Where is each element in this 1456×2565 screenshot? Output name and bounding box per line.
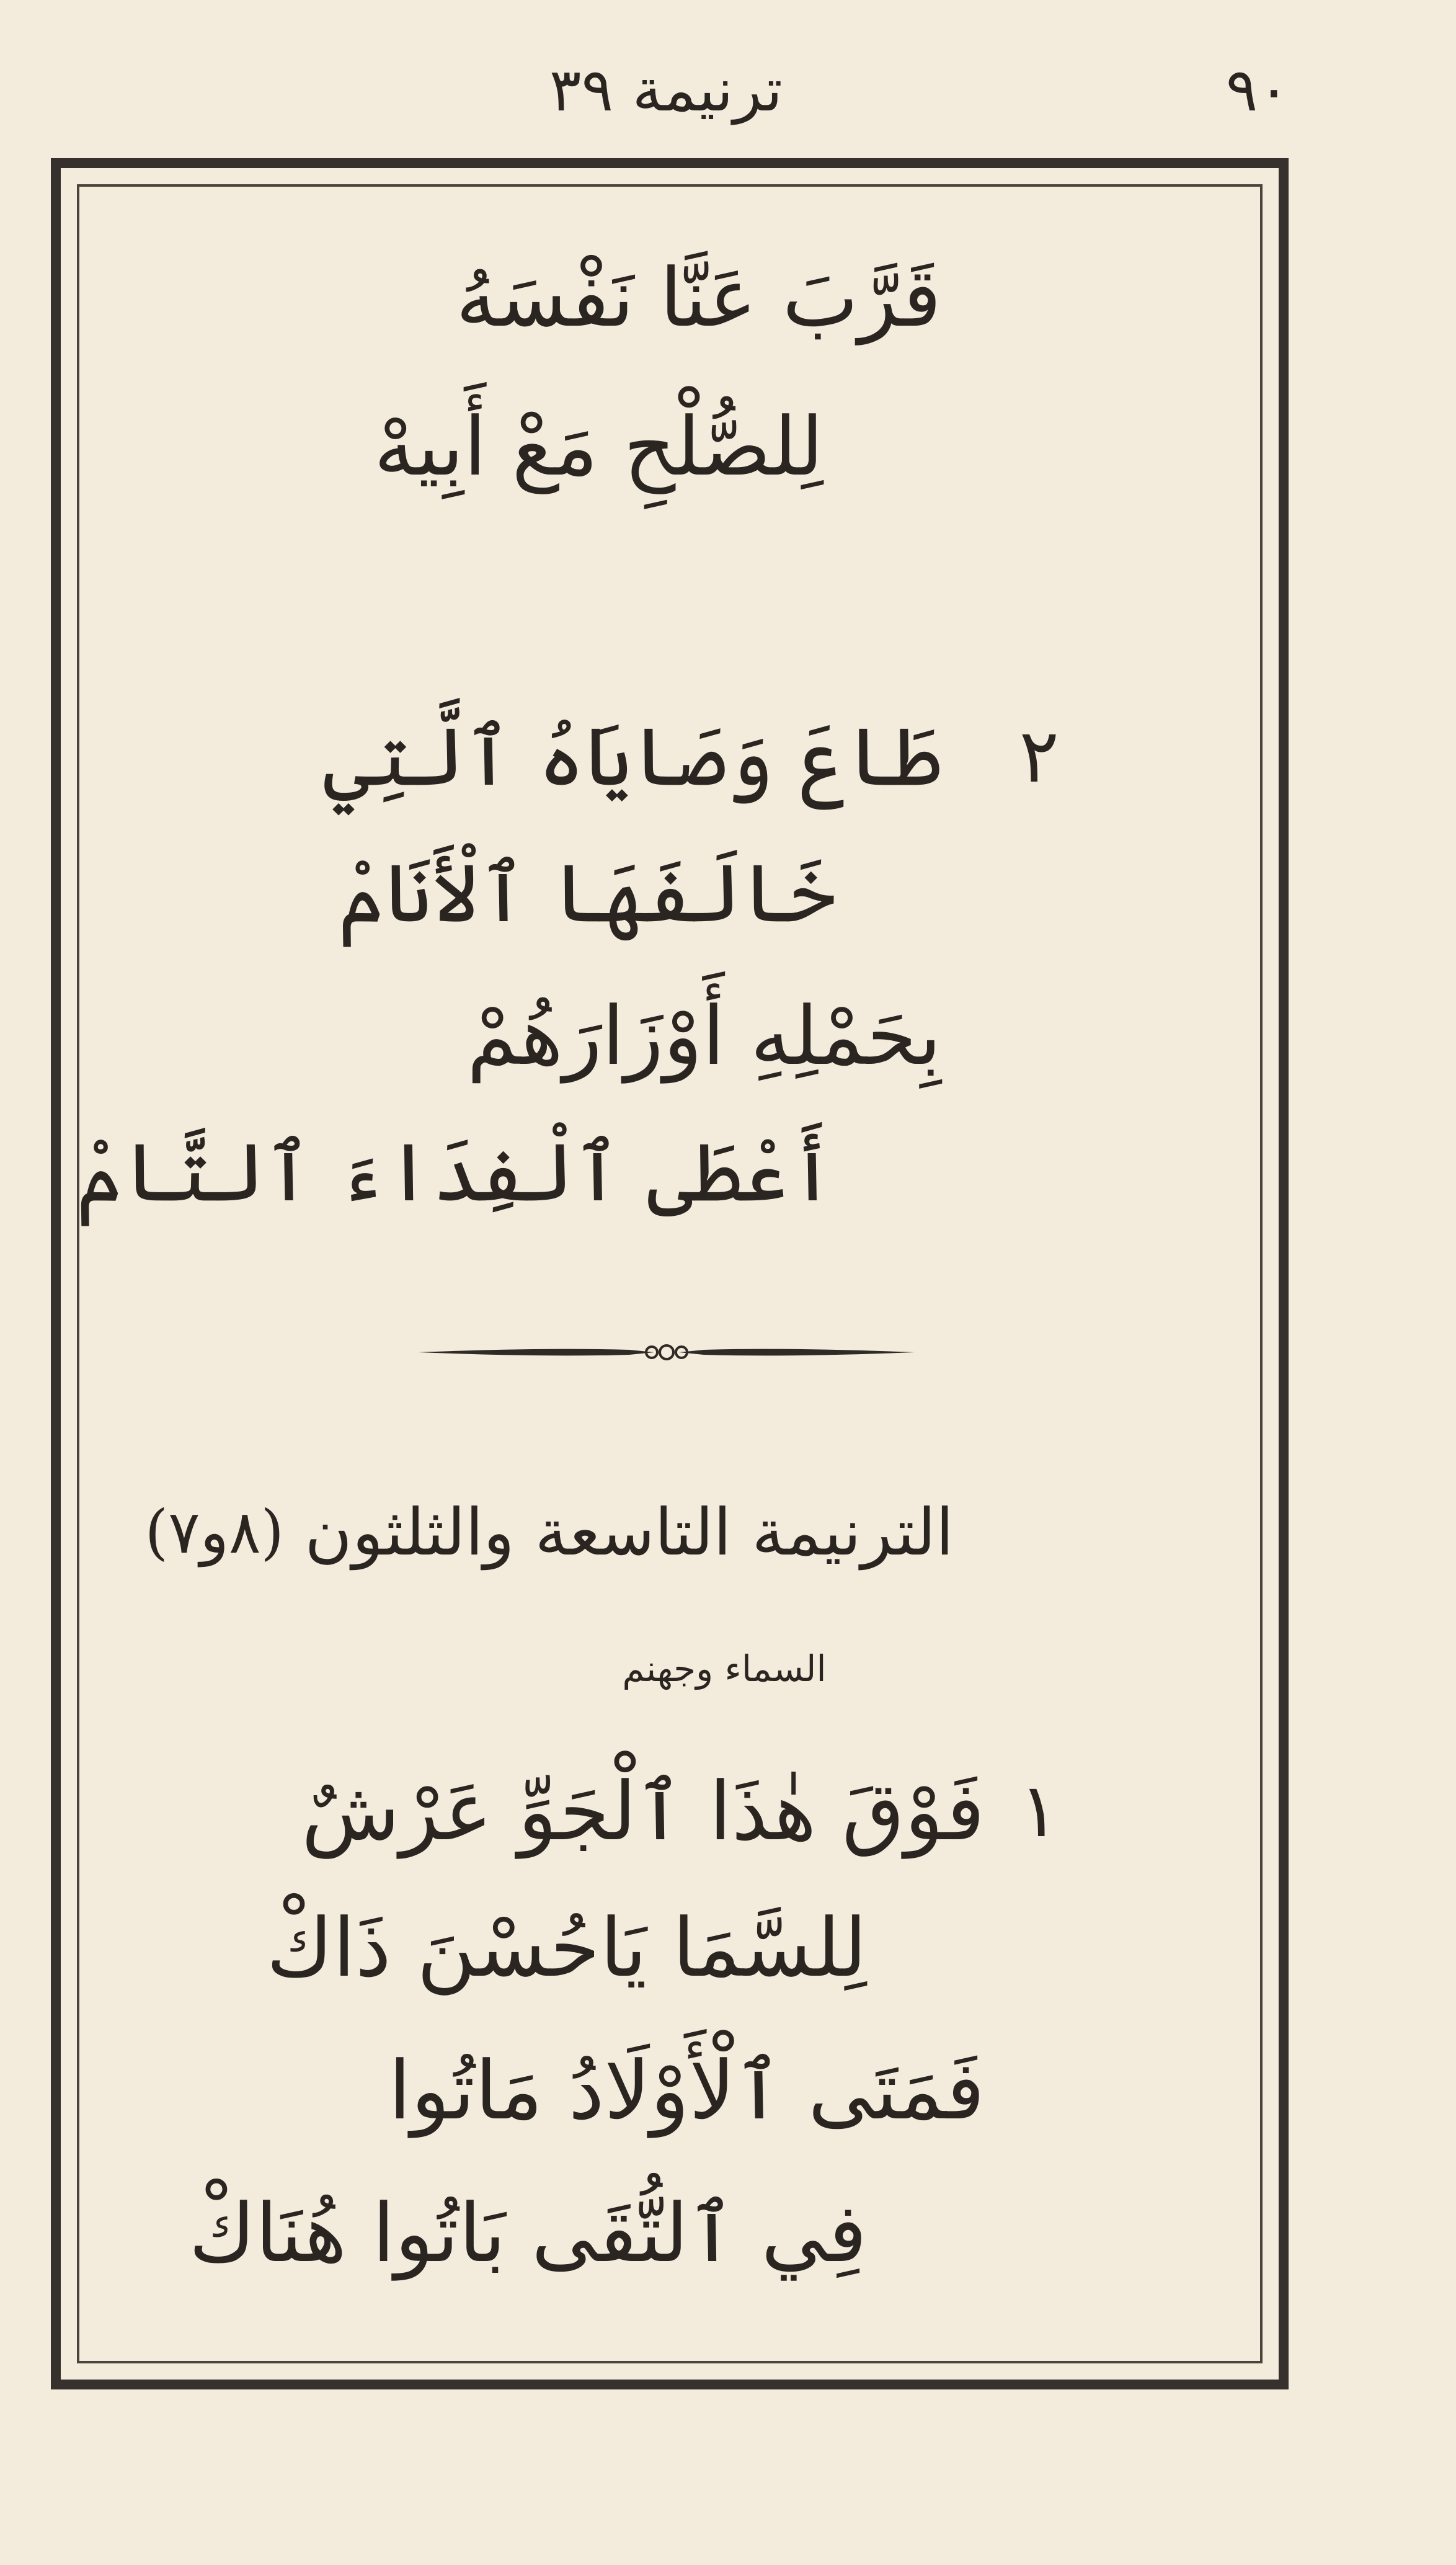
verse-line: فَوْقَ هٰذَا ٱلْجَوِّ عَرْشٌ: [301, 1764, 985, 1858]
page-number: ٩٠: [1225, 55, 1290, 125]
verse-line: فَمَتَى ٱلْأَوْلَادُ مَاتُوا: [388, 2043, 985, 2138]
verse-line: طَاعَ وَصَايَاهُ ٱلَّتِي: [323, 710, 941, 804]
verse-line: قَرَّبَ عَنَّا نَفْسَهُ: [456, 251, 941, 345]
tune-meter: (٨و٧): [144, 1497, 284, 1567]
hymn-title: الترنيمة التاسعة والثلثون: [304, 1494, 954, 1570]
page-header: [0, 43, 1456, 136]
running-title: ترنيمة ٣٩: [549, 55, 783, 125]
verse-line: أَعْطَى ٱلْفِدَاءَ ٱلتَّامْ: [76, 1125, 836, 1220]
stanza-number: ١: [1019, 1768, 1059, 1854]
verse-line: لِلسَّمَا يَاحُسْنَ ذَاكْ: [266, 1901, 867, 1995]
verse-line: خَالَفَهَا ٱلْأَنَامْ: [337, 846, 836, 940]
stanza-number: ٢: [1019, 713, 1059, 800]
verse-line: بِحَمْلِهِ أَوْزَارَهُمْ: [467, 989, 941, 1083]
hymn-subtitle: السماء وجهنم: [622, 1648, 827, 1690]
verse-line: فِي ٱلتُّقَى بَاتُوا هُنَاكْ: [189, 2186, 867, 2280]
verse-line: لِلصُّلْحِ مَعْ أَبِيهْ: [373, 399, 823, 494]
ornamental-divider: [419, 1327, 915, 1377]
